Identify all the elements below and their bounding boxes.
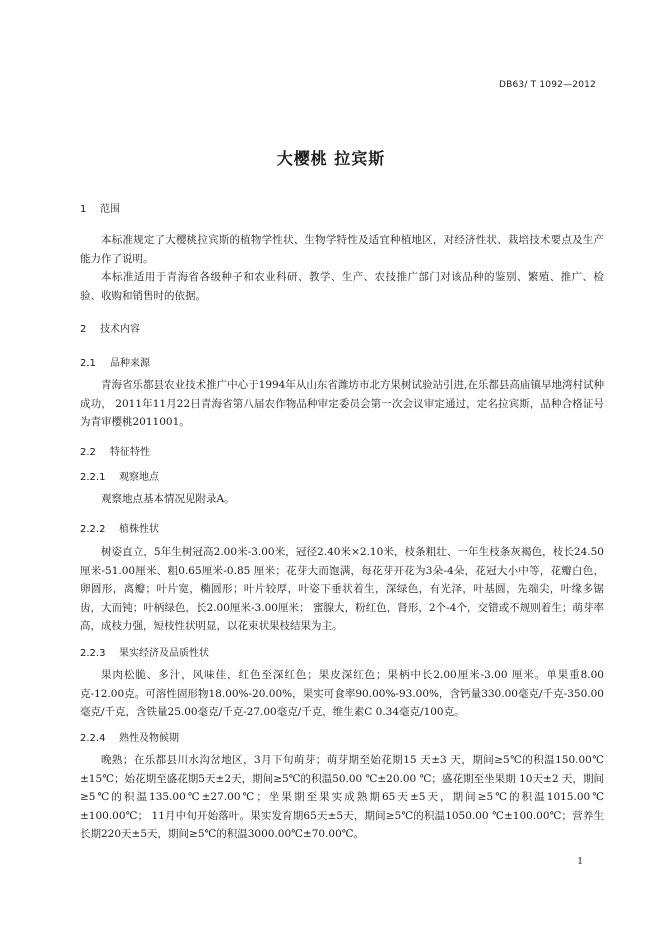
section-2-2-1-body (80, 490, 604, 509)
section-heading-2-2-4 (80, 729, 179, 744)
section-number: 2.1 (80, 358, 96, 369)
section-heading-2-2 (80, 443, 150, 458)
paragraph: 晚熟；在乐都县川水沟岔地区，3月下旬萌芽；萌芽期至始花期15 天±3 天，期间≥5℃的积温150.00℃±15℃；始花期至盛花期5天±2天，期间≥5℃的积温50.00 ℃±20.00 ℃；盛花期至坐果期 10天±2 天，期间≥5℃的积温135.00℃±27.00℃；坐果期至果实成熟期65天±5天，期间≥5℃的积温1015.00℃±100.00℃； 11月中旬开始落叶。果实发育期65天±5天，期间≥5℃的积温1050.00 ℃±100.00℃；营养生长期220天±5天，期间≥5℃的积温3000.00℃±70.00℃。 (80, 754, 604, 840)
section-heading-2-2-3 (80, 644, 209, 659)
section-number: 2 (80, 324, 87, 335)
section-number: 2.2.1 (80, 472, 106, 483)
section-title: 植株性状 (119, 524, 159, 535)
section-heading-2-2-2 (80, 520, 159, 535)
section-heading-2-2-1 (80, 468, 159, 483)
section-1-body (80, 231, 604, 305)
section-title: 果实经济及品质性状 (119, 648, 209, 659)
section-2-2-4-body (80, 751, 604, 844)
section-heading-1 (80, 200, 120, 215)
section-number: 2.2.2 (80, 524, 106, 535)
standard-code: DB63/ T 1092—2012 (498, 80, 596, 90)
section-2-2-2-body (80, 543, 604, 636)
paragraph: 观察地点基本情况见附录A。 (101, 493, 235, 505)
paragraph: 本标准适用于青海省各级种子和农业科研、教学、生产、农技推广部门对该品种的鉴别、繁殖、推广、检验、收购和销售时的依据。 (80, 271, 604, 302)
document-title: 大樱桃 拉宾斯 (276, 149, 386, 168)
section-title: 观察地点 (119, 472, 159, 483)
paragraph: 树姿直立，5年生树冠高2.00米-3.00米，冠径2.40米×2.10米，枝条粗壮、一年生枝条灰褐色，枝长24.50厘米-51.00厘米、粗0.65厘米-0.85 厘米；花芽大而饱满，每花芽开花为3朵-4朵，花冠大小中等，花瓣白色，卵圆形，离瓣；叶片宽，椭圆形；叶片较厚，叶姿下垂状着生，深绿色，有光泽，叶基圆，先端尖，叶缘多锯齿，大而钝；叶柄绿色，长2.00厘米-3.00厘米； 蜜腺大，粉红色，肾形，2个-4个，交错或不规则着生；萌芽率高，成枝力强，短枝性状明显，以花束状果枝结果为主。 (80, 546, 604, 632)
section-number: 2.2.3 (80, 648, 106, 659)
section-number: 2.2.4 (80, 733, 106, 744)
section-title: 技术内容 (100, 324, 140, 335)
section-title: 范围 (100, 204, 120, 215)
section-2-2-3-body (80, 666, 604, 722)
section-heading-2 (80, 320, 140, 335)
section-number: 2.2 (80, 447, 96, 458)
section-number: 1 (80, 204, 87, 215)
paragraph: 青海省乐都县农业技术推广中心于1994年从山东省潍坊市北方果树试验站引进,在乐都县高庙镇早地湾村试种成功， 2011年11月22日青海省第八届农作物品种审定委员会第一次会议审定通过，定名拉宾斯，品种合格证号为青审樱桃2011001。 (80, 379, 604, 428)
paragraph: 果肉松脆、多汁，风味佳，红色至深红色；果皮深红色；果柄中长2.00厘米-3.00 厘米。单果重8.00克-12.00克。可溶性固形物18.00%-20.00%，果实可食率90.00%-93.00%，含钙量330.00毫克/千克-350.00毫克/千克，含铁量25.00毫克/千克-27.00毫克/千克，维生素C 0.34毫克/100克。 (80, 669, 604, 718)
section-2-1-body (80, 376, 604, 432)
paragraph: 本标准规定了大樱桃拉宾斯的植物学性状、生物学特性及适宜种植地区，对经济性状、栽培技术要点及生产能力作了说明。 (80, 234, 604, 265)
section-heading-2-1 (80, 354, 150, 369)
section-title: 特征特性 (110, 447, 150, 458)
section-title: 品种来源 (110, 358, 150, 369)
page-number: 1 (577, 857, 583, 867)
section-title: 熟性及物候期 (119, 733, 179, 744)
